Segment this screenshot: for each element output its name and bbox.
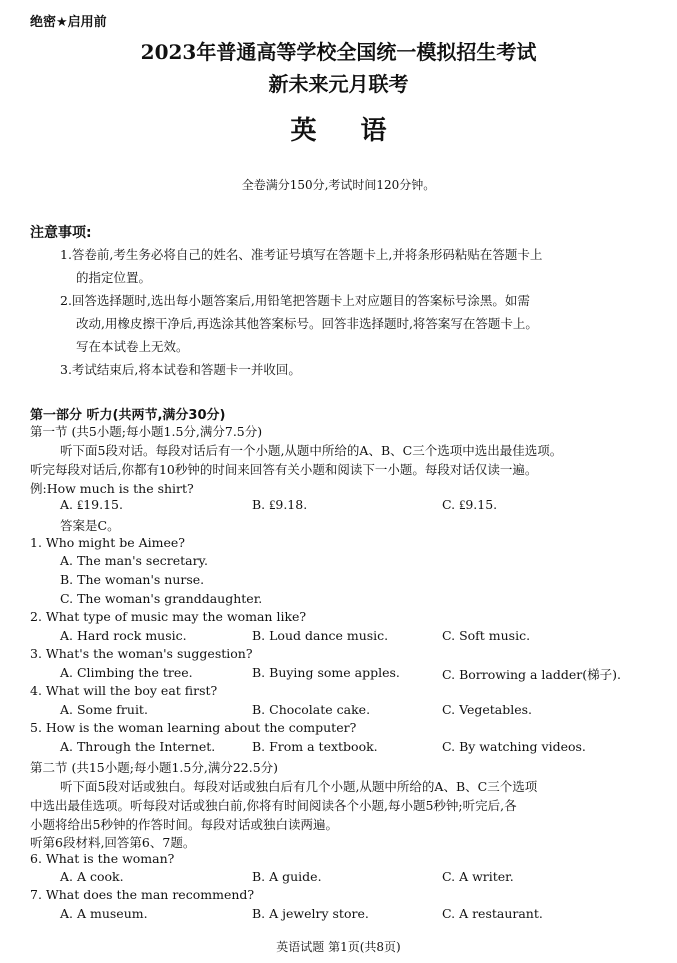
example-option-a: A. ₤19.15.: [60, 497, 123, 512]
question-3-option-a: A. Climbing the tree.: [60, 665, 193, 680]
question-6-option-c: C. A writer.: [442, 869, 514, 884]
section2-heading: 第二节 (共15小题;每小题1.5分,满分22.5分): [30, 760, 279, 775]
page-footer: 英语试题 第1页(共8页): [276, 940, 401, 954]
section2-instruction: 听下面5段对话或独白。每段对话或独白后有几个小题,从题中所给的A、B、C三个选项: [60, 779, 538, 794]
question-5-option-b: B. From a textbook.: [252, 739, 378, 754]
question-6: 6. What is the woman?: [30, 851, 175, 866]
exam-subtitle: 新未来元月联考: [268, 72, 409, 96]
question-7-option-b: B. A jewelry store.: [252, 906, 369, 921]
notice-heading: 注意事项:: [30, 225, 92, 241]
example-question: 例:How much is the shirt?: [30, 481, 194, 496]
question-7-option-a: A. A museum.: [60, 906, 148, 921]
question-1-option-a: A. The man's secretary.: [60, 553, 208, 568]
score-time-info: 全卷满分150分,考试时间120分钟。: [241, 178, 436, 192]
question-7-option-c: C. A restaurant.: [442, 906, 543, 921]
notice-line: 的指定位置。: [76, 270, 152, 285]
question-4: 4. What will the boy eat first?: [30, 683, 218, 698]
notice-line: 1.答卷前,考生务必将自己的姓名、准考证号填写在答题卡上,并将条形码粘贴在答题卡上: [60, 247, 543, 262]
section1-heading: 第一节 (共5小题;每小题1.5分,满分7.5分): [30, 424, 263, 439]
section2-instruction: 中选出最佳选项。听每段对话或独白前,你将有时间阅读各个小题,每小题5秒钟;听完后,各: [30, 798, 517, 813]
notice-line: 2.回答选择题时,选出每小题答案后,用铅笔把答题卡上对应题目的答案标号涂黑。如需: [60, 293, 530, 308]
question-6-option-a: A. A cook.: [60, 869, 124, 884]
example-option-c: C. ₤9.15.: [442, 497, 498, 512]
question-3-option-b: B. Buying some apples.: [252, 665, 400, 680]
example-option-b: B. ₤9.18.: [252, 497, 308, 512]
subject-title: 英语: [290, 116, 431, 146]
notice-line: 写在本试卷上无效。: [76, 339, 189, 354]
question-2-option-b: B. Loud dance music.: [252, 628, 389, 643]
question-6-option-b: B. A guide.: [252, 869, 322, 884]
section2-instruction: 小题将给出5秒钟的作答时间。每段对话或独白读两遍。: [30, 817, 338, 832]
question-4-option-c: C. Vegetables.: [442, 702, 533, 717]
example-answer: 答案是C。: [60, 518, 120, 533]
notice-line: 改动,用橡皮擦干净后,再选涂其他答案标号。回答非选择题时,将答案写在答题卡上。: [76, 316, 538, 331]
question-1: 1. Who might be Aimee?: [30, 535, 185, 550]
question-1-option-b: B. The woman's nurse.: [60, 572, 205, 587]
question-4-option-b: B. Chocolate cake.: [252, 702, 371, 717]
material-6-heading: 听第6段材料,回答第6、7题。: [30, 835, 196, 850]
question-1-option-c: C. The woman's granddaughter.: [60, 591, 263, 606]
notice-line: 3.考试结束后,将本试卷和答题卡一并收回。: [60, 362, 301, 377]
question-3: 3. What's the woman's suggestion?: [30, 646, 253, 661]
question-7: 7. What does the man recommend?: [30, 887, 255, 902]
question-2-option-a: A. Hard rock music.: [60, 628, 187, 643]
question-2: 2. What type of music may the woman like?: [30, 609, 307, 624]
question-5-option-c: C. By watching videos.: [442, 739, 586, 754]
section1-instruction: 听完每段对话后,你都有10秒钟的时间来回答有关小题和阅读下一小题。每段对话仅读一遍。: [30, 462, 538, 477]
section1-instruction: 听下面5段对话。每段对话后有一个小题,从题中所给的A、B、C三个选项中选出最佳选项。: [60, 443, 563, 458]
question-5: 5. How is the woman learning about the computer?: [30, 720, 357, 735]
question-2-option-c: C. Soft music.: [442, 628, 531, 643]
question-3-option-c: C. Borrowing a ladder(梯子).: [442, 667, 621, 682]
question-4-option-a: A. Some fruit.: [60, 702, 148, 717]
part1-heading: 第一部分 听力(共两节,满分30分): [30, 408, 226, 423]
exam-title: 2023年普通高等学校全国统一模拟招生考试: [140, 40, 537, 64]
question-5-option-a: A. Through the Internet.: [60, 739, 216, 754]
confidential-mark: 绝密★启用前: [30, 15, 107, 30]
